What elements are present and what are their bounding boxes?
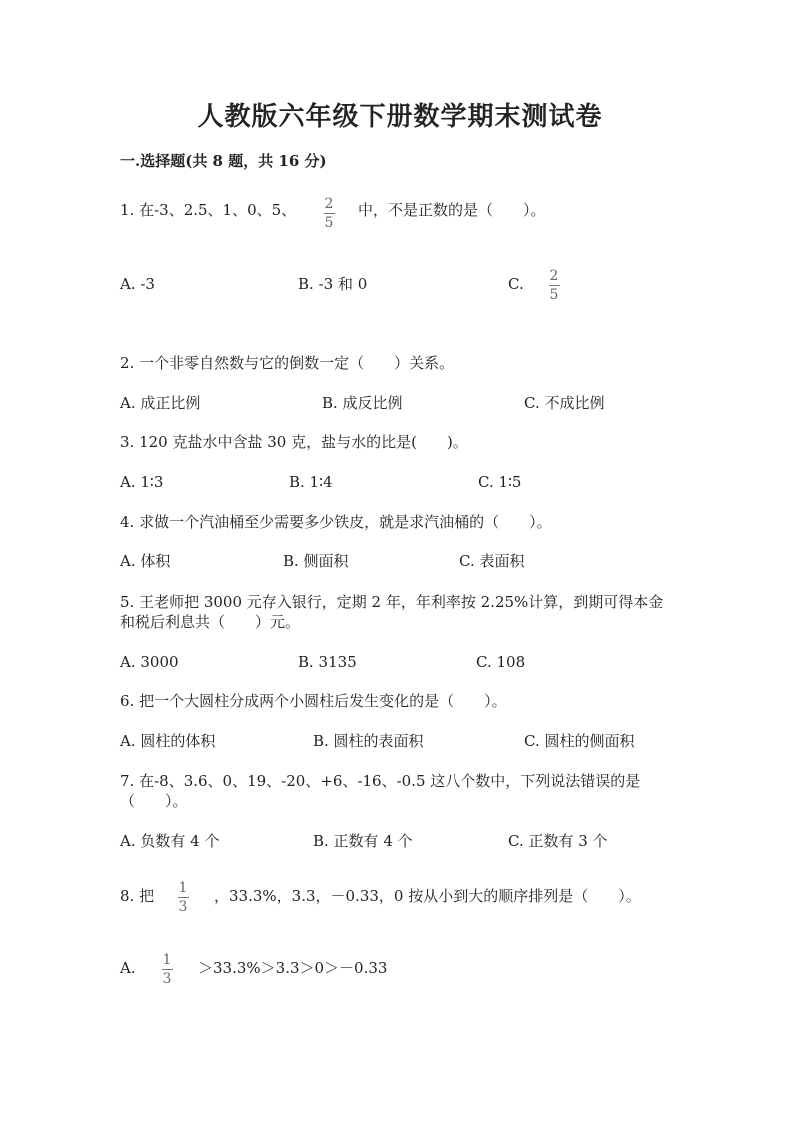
- page-title: 人教版六年级下册数学期末测试卷: [197, 102, 603, 132]
- q4-option-c[interactable]: C. 表面积: [459, 552, 525, 570]
- fraction-bar: [178, 897, 189, 898]
- q1-fraction: [322, 196, 336, 231]
- q5-option-b[interactable]: B. 3135: [298, 653, 357, 671]
- q8-option-a-fraction: [160, 952, 174, 987]
- q1-option-c-denominator: 5: [549, 287, 559, 303]
- q8-option-a-label[interactable]: A.: [120, 959, 136, 977]
- q1-option-a[interactable]: A. -3: [120, 275, 155, 293]
- q1-option-c-fraction: [547, 268, 561, 303]
- q3-option-a[interactable]: A. 1∶3: [120, 473, 164, 491]
- section-heading: 一.选择题(共 8 题，共 16 分): [120, 152, 327, 170]
- q6-stem: 6. 把一个大圆柱分成两个小圆柱后发生变化的是（ ）。: [120, 692, 507, 710]
- q8-stem-end: ，33.3%，3.3，－0.33，0 按从小到大的顺序排列是（ ）。: [214, 887, 641, 905]
- q5-stem-line1: 5. 王老师把 3000 元存入银行，定期 2 年，年利率按 2.25%计算，到期可得本金: [120, 593, 664, 611]
- q7-option-b[interactable]: B. 正数有 4 个: [313, 832, 413, 850]
- q7-stem-line2: （ ）。: [120, 792, 188, 810]
- q6-option-a[interactable]: A. 圆柱的体积: [120, 732, 216, 750]
- q8-fraction-numerator: 1: [178, 880, 188, 896]
- q6-option-c[interactable]: C. 圆柱的侧面积: [524, 732, 635, 750]
- q1-fraction-numerator: 2: [324, 196, 334, 212]
- q1-option-c-numerator: 2: [549, 268, 559, 284]
- q1-option-b[interactable]: B. -3 和 0: [298, 275, 368, 293]
- q1-stem-start: 1. 在-3、2.5、1、0、5、: [120, 201, 297, 219]
- q4-option-a[interactable]: A. 体积: [120, 552, 171, 570]
- q5-option-c[interactable]: C. 108: [476, 653, 526, 671]
- fraction-bar: [162, 969, 173, 970]
- fraction-bar: [324, 213, 335, 214]
- q1-fraction-denominator: 5: [324, 215, 334, 231]
- q2-option-b[interactable]: B. 成反比例: [322, 394, 403, 412]
- q8-option-a-numerator: 1: [162, 952, 172, 968]
- q7-stem-line1: 7. 在-8、3.6、0、19、-20、+6、-16、-0.5 这八个数中，下列说法错误的是: [120, 772, 641, 790]
- q2-option-c[interactable]: C. 不成比例: [524, 394, 605, 412]
- q3-option-c[interactable]: C. 1∶5: [478, 473, 522, 491]
- q4-option-b[interactable]: B. 侧面积: [283, 552, 349, 570]
- q8-option-a-denominator: 3: [162, 971, 172, 987]
- fraction-bar: [549, 285, 560, 286]
- q2-stem: 2. 一个非零自然数与它的倒数一定（ ）关系。: [120, 354, 455, 372]
- q5-option-a[interactable]: A. 3000: [120, 653, 179, 671]
- q2-option-a[interactable]: A. 成正比例: [120, 394, 201, 412]
- q4-stem: 4. 求做一个汽油桶至少需要多少铁皮，就是求汽油桶的（ ）。: [120, 513, 552, 531]
- q8-option-a-text: ＞33.3%＞3.3＞0＞－0.33: [198, 959, 388, 977]
- q7-option-a[interactable]: A. 负数有 4 个: [120, 832, 220, 850]
- q1-option-c[interactable]: C.: [508, 275, 524, 293]
- q7-option-c[interactable]: C. 正数有 3 个: [508, 832, 608, 850]
- q6-option-b[interactable]: B. 圆柱的表面积: [313, 732, 424, 750]
- q5-stem-line2: 和税后利息共（ ）元。: [120, 613, 301, 631]
- q3-stem: 3. 120 克盐水中含盐 30 克，盐与水的比是( )。: [120, 433, 468, 451]
- q1-stem-end: 中，不是正数的是（ ）。: [358, 201, 546, 219]
- q8-fraction: [176, 880, 190, 915]
- q8-stem-start: 8. 把: [120, 887, 155, 905]
- q3-option-b[interactable]: B. 1∶4: [289, 473, 333, 491]
- q8-fraction-denominator: 3: [178, 899, 188, 915]
